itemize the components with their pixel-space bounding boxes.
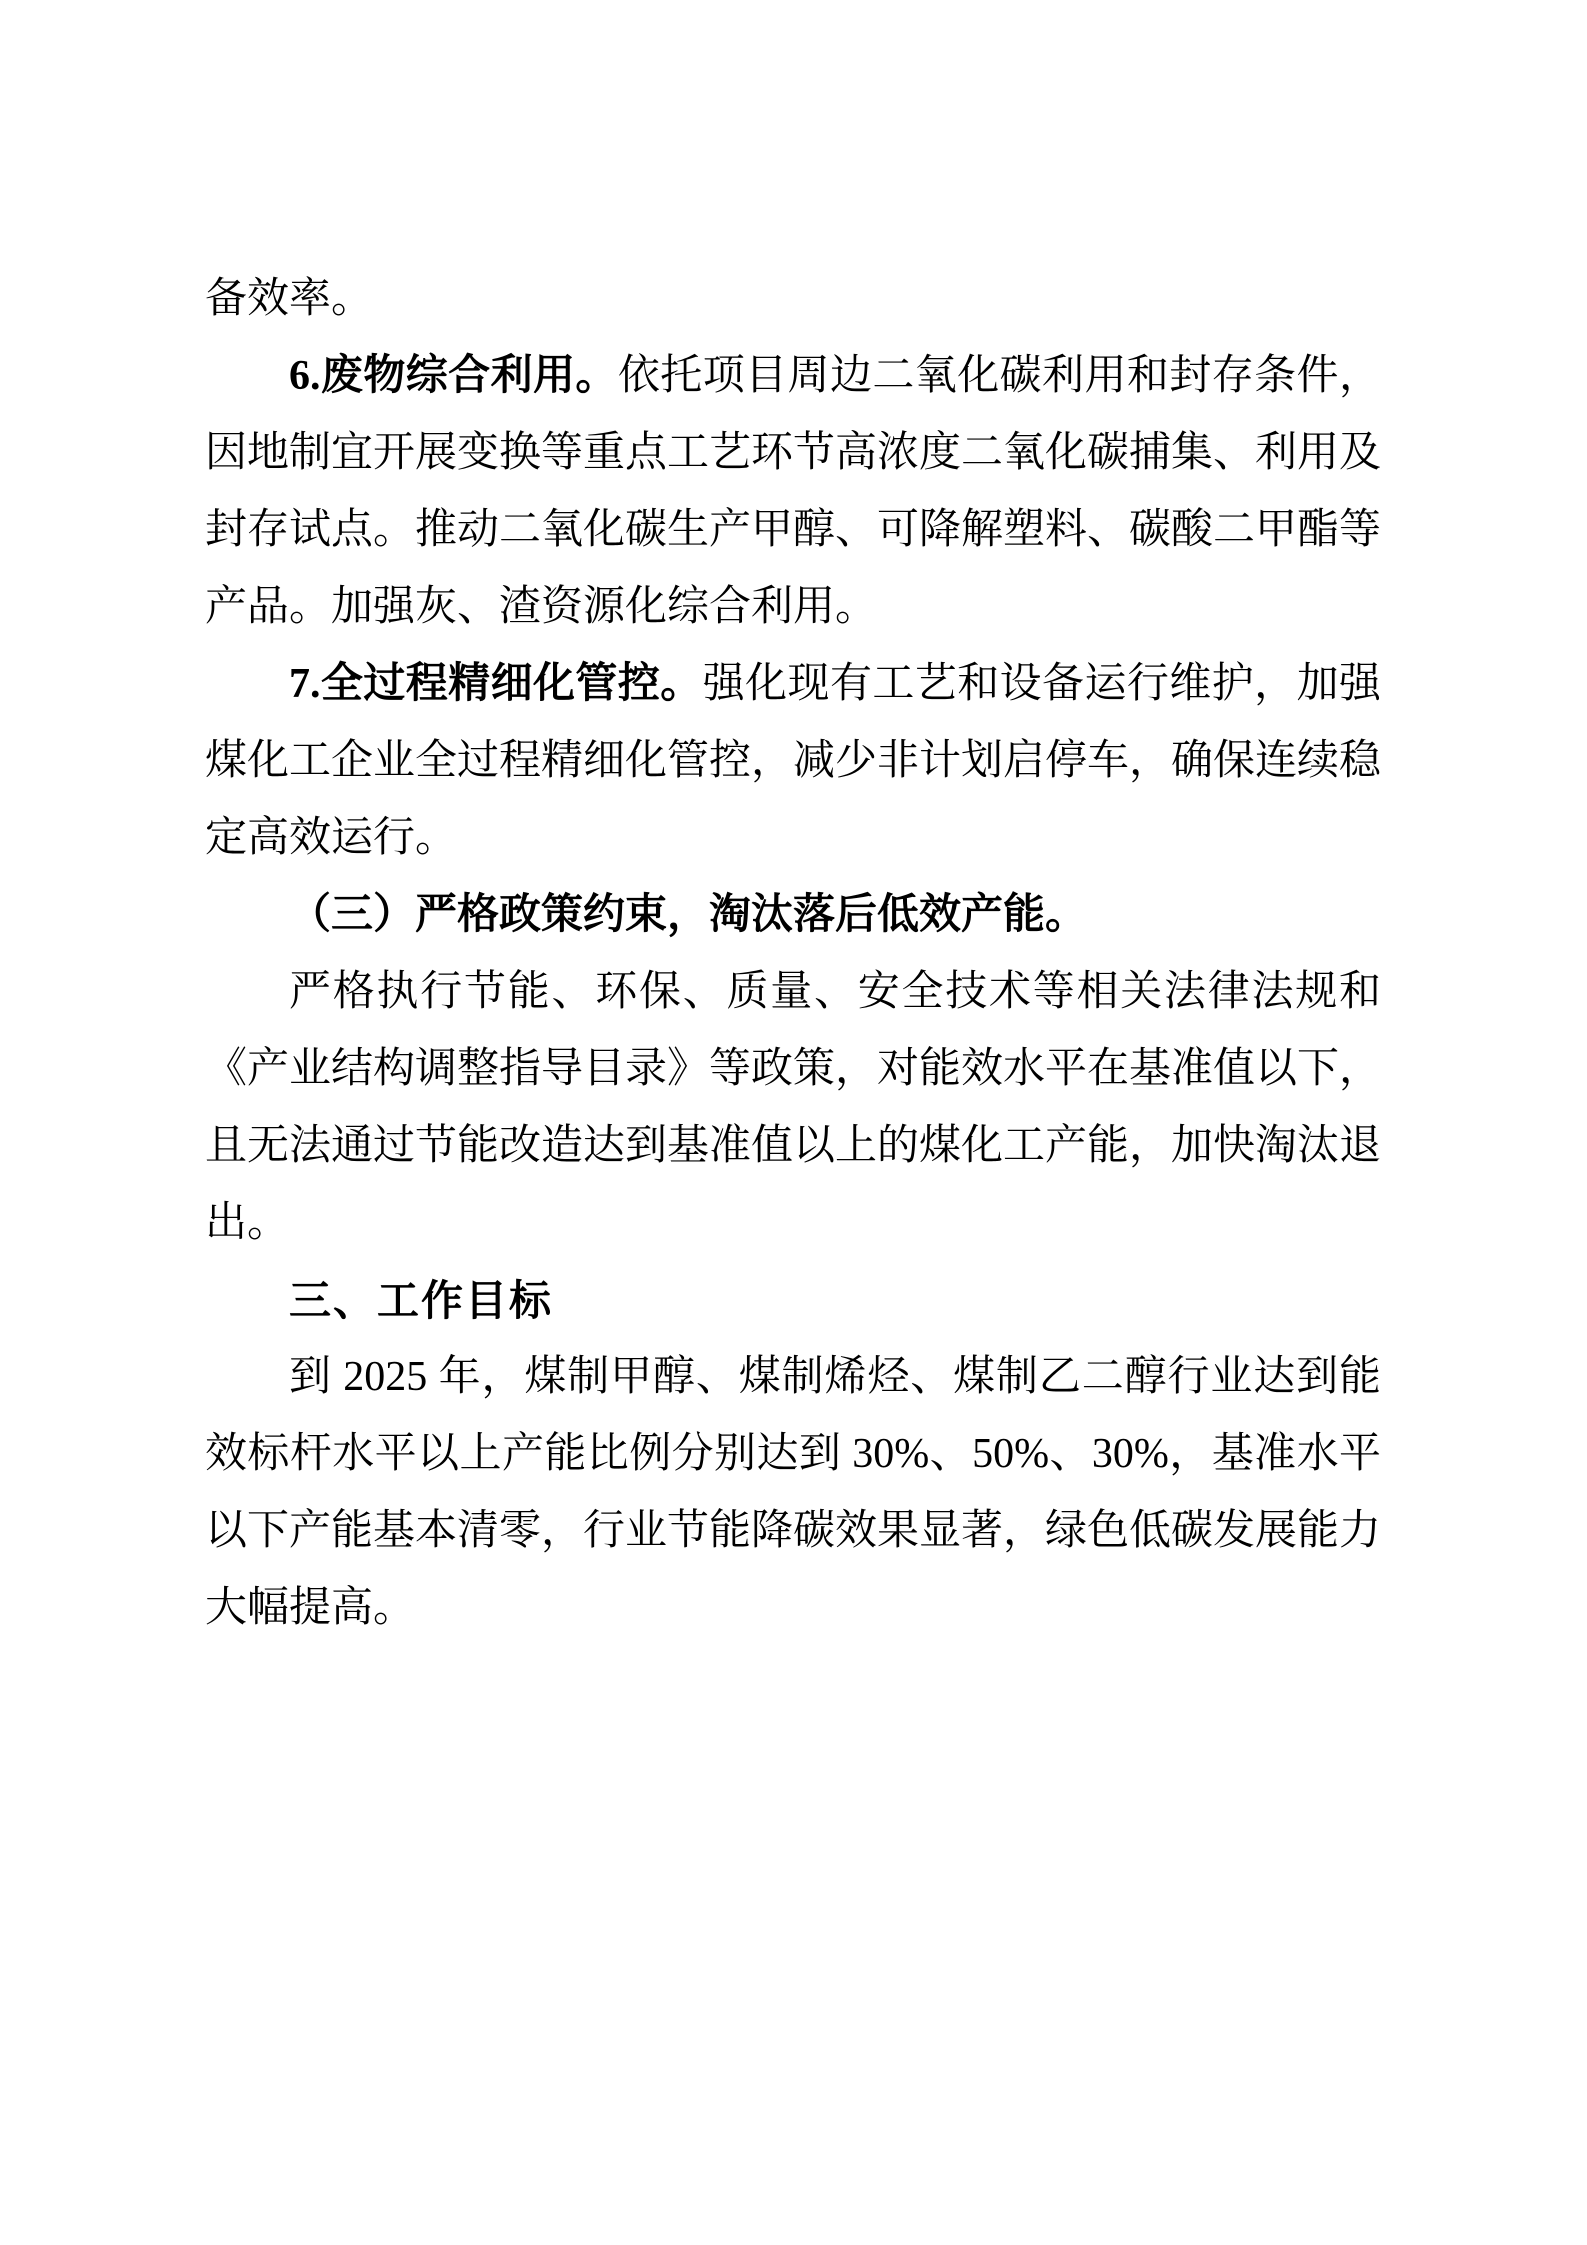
item6-lead: 6.废物综合利用。	[289, 353, 618, 399]
item7-body-text: 强化现有工艺和设备运行维护，加强煤化工企业全过程精细化管控，减少非计划启停车，确保连续稳定高效运行。	[205, 661, 1382, 861]
document-body	[205, 261, 1381, 1647]
paragraph-item6	[205, 338, 1381, 646]
item7-lead: 7.全过程精细化管控。	[289, 661, 703, 707]
section3-body-text: 严格执行节能、环保、质量、安全技术等相关法律法规和《产业结构调整指导目录》等政策，对能效水平在基准值以下，且无法通过节能改造达到基准值以上的煤化工产能，加快淘汰退出。	[205, 969, 1382, 1246]
goals-heading-text: 三、工作目标	[289, 1277, 554, 1324]
paragraph-continuation	[205, 261, 1381, 338]
item6-body-text: 依托项目周边二氧化碳利用和封存条件，因地制宜开展变换等重点工艺环节高浓度二氧化碳捕集、利用及封存试点。推动二氧化碳生产甲醇、可降解塑料、碳酸二甲酯等产品。加强灰、渣资源化综合利用。	[205, 353, 1382, 630]
paragraph-section3-body	[205, 954, 1381, 1262]
paragraph-item7	[205, 646, 1381, 877]
section3-heading-text: （三）严格政策约束，淘汰落后低效产能。	[289, 892, 1088, 938]
paragraph-goals-body	[205, 1339, 1381, 1647]
section3-heading	[205, 877, 1381, 954]
goals-body-text: 到 2025 年，煤制甲醇、煤制烯烃、煤制乙二醇行业达到能效标杆水平以上产能比例分别达到 30%、50%、30%，基准水平以下产能基本清零，行业节能降碳效果显著，绿色低碳发展能力大幅提高。	[205, 1354, 1382, 1631]
paragraph-continuation-text: 备效率。	[205, 276, 374, 322]
goals-heading	[205, 1262, 1381, 1339]
